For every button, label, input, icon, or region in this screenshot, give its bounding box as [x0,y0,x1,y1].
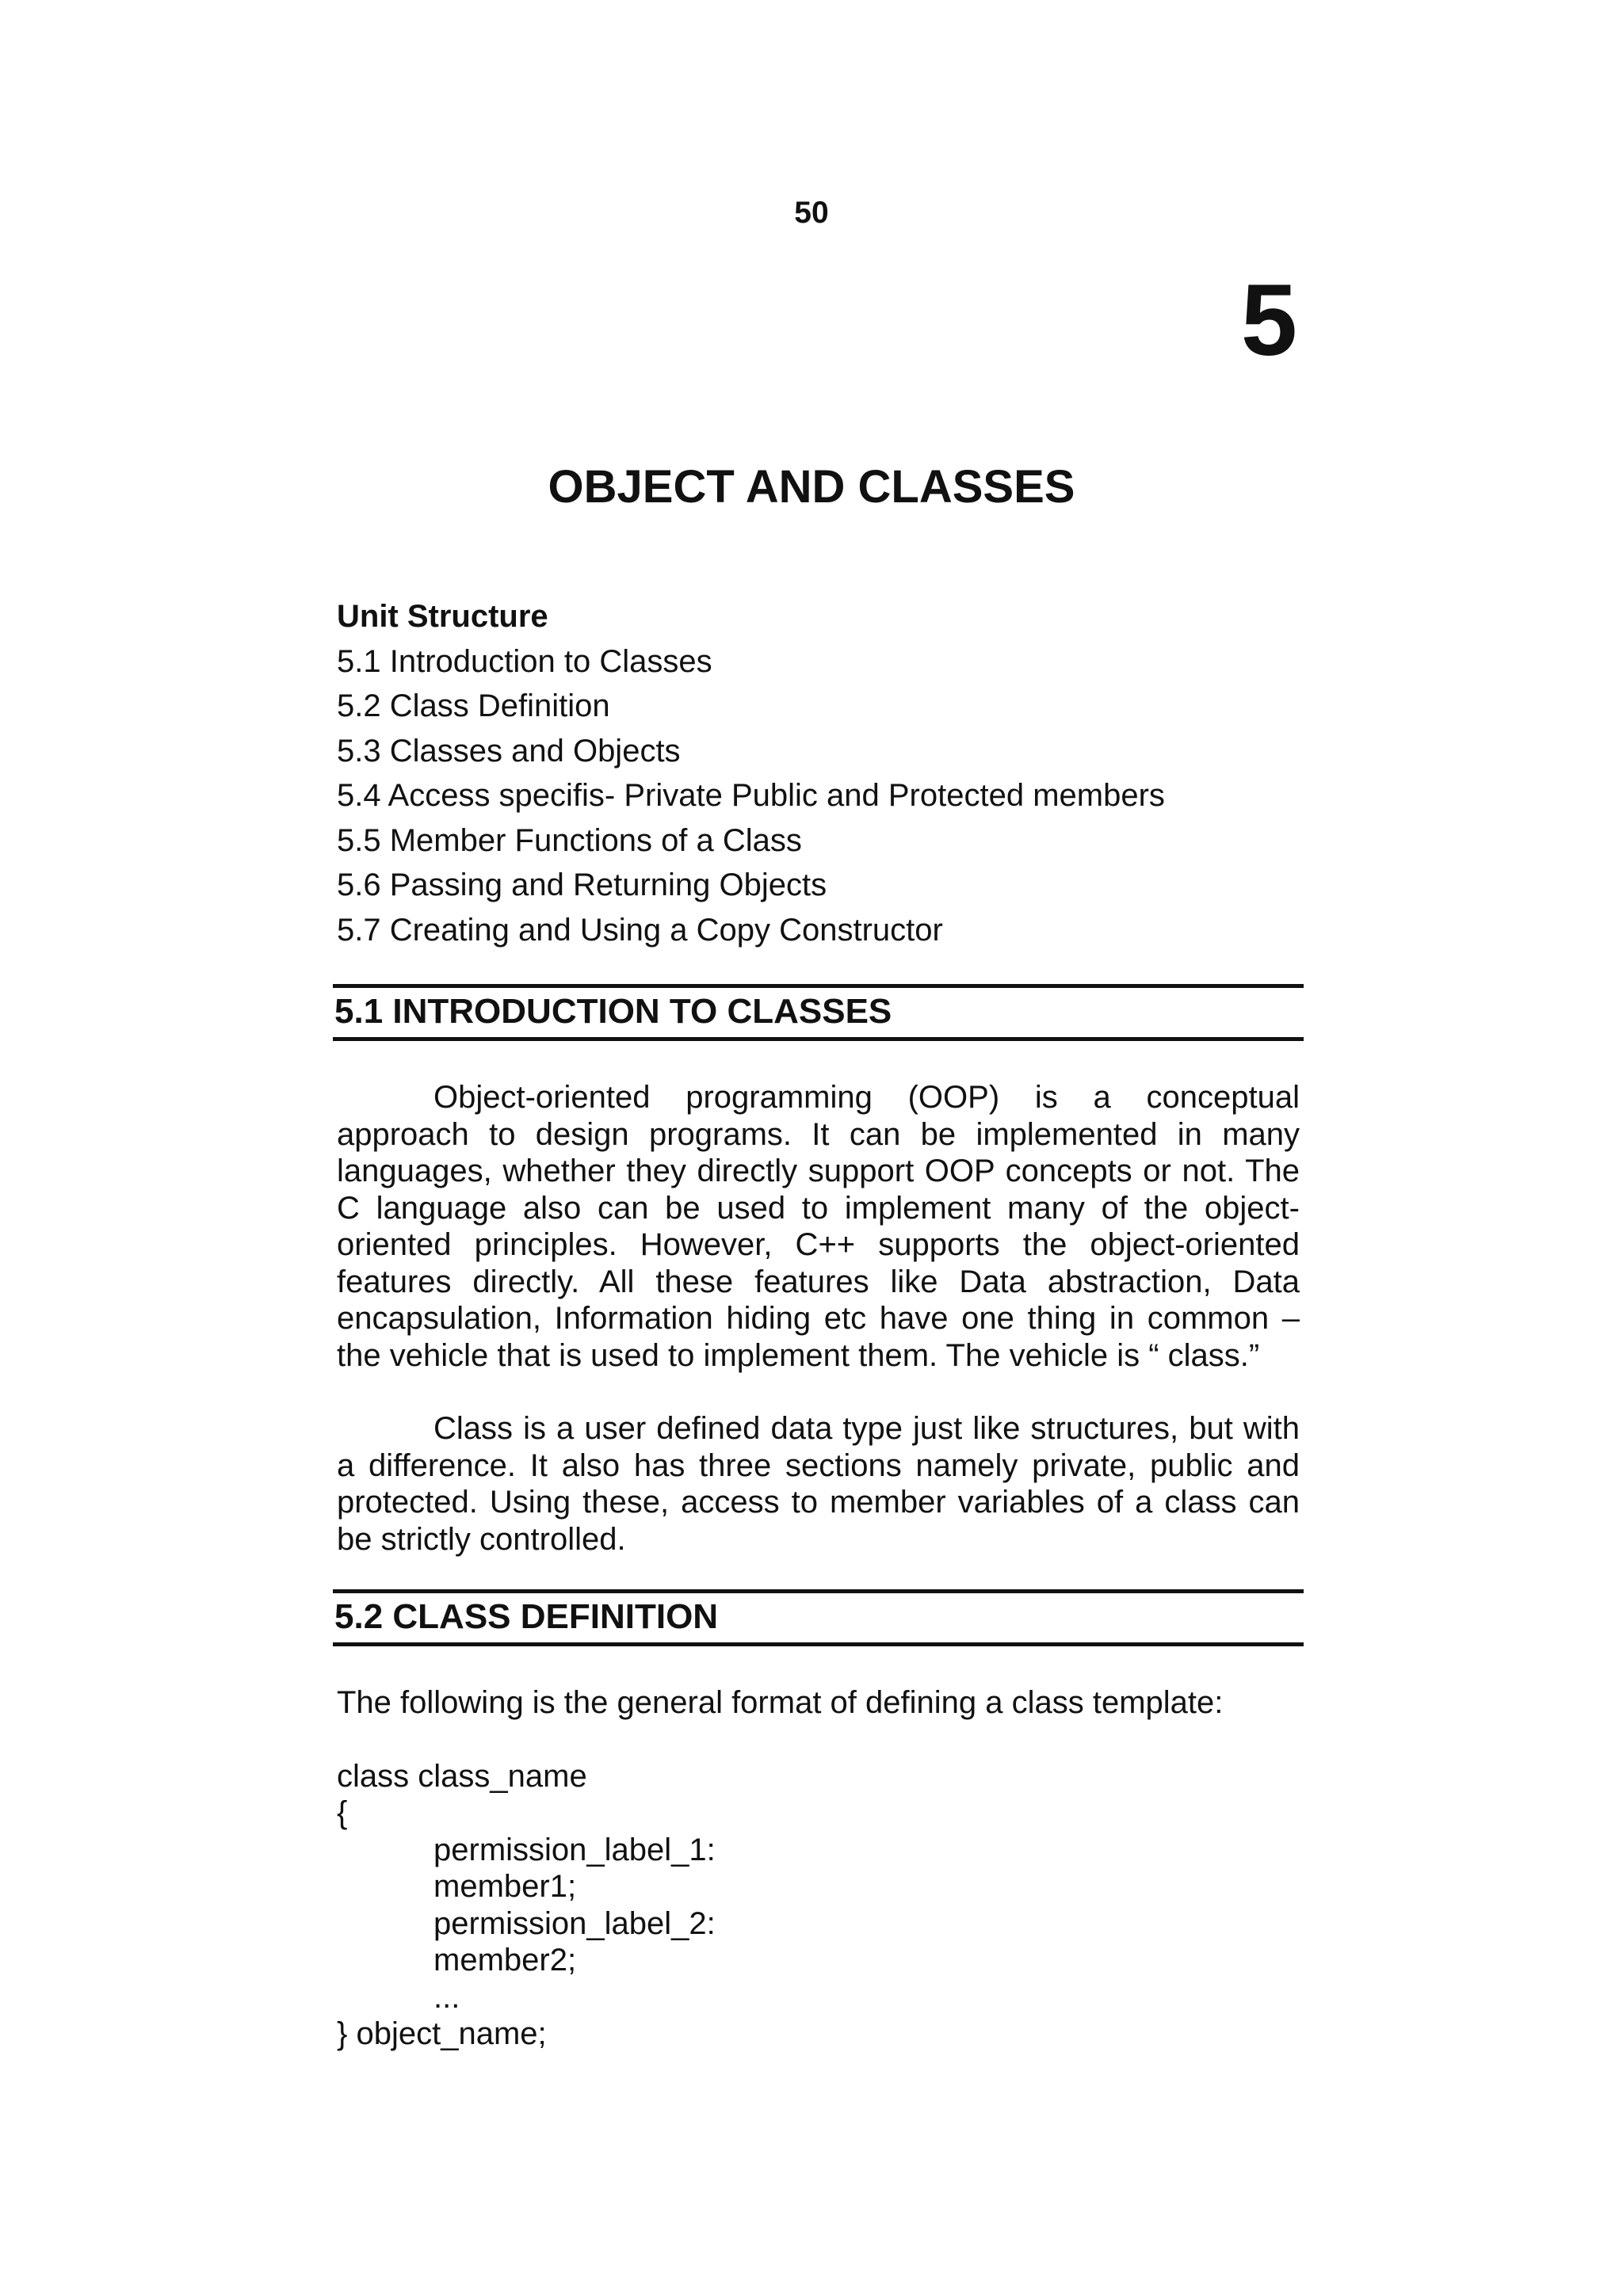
page-content [334,594,1300,2053]
paragraph: Class is a user defined data type just like structures, but with a difference. It also has three sections namely private, public and protected. Using these, access to member variables of a class can be strictly controlled. [337,1411,1300,1557]
code-line: ... [433,1979,460,2015]
toc-item: 5.2 Class Definition [337,688,610,723]
toc-item: 5.1 Introduction to Classes [337,643,712,679]
toc-item: 5.5 Member Functions of a Class [337,822,802,858]
paragraph: The following is the general format of defining a class template: [337,1685,1224,1720]
toc-item: 5.7 Creating and Using a Copy Constructor [337,912,943,948]
unit-structure-list [337,639,1300,953]
code-line: } object_name; [337,2016,547,2051]
section-heading-introduction: 5.1 INTRODUCTION TO CLASSES [333,984,1304,1041]
code-line: permission_label_1: [433,1832,716,1867]
code-line: member2; [433,1943,577,1978]
toc-item: 5.6 Passing and Returning Objects [337,868,827,902]
code-line: { [337,1795,348,1830]
paragraph: Object-oriented programming (OOP) is a conceptual approach to design programs. It can be implemented in many languages, whether they directly support OOP concepts or not. The C language also can be used to implement many of the object-oriented principles. However, C++ supports the object-oriented features directly. All these features like Data abstraction, Data encapsulation, Information hiding etc have one thing in common – the vehicle that is used to implement them. The vehicle is “ class.” [337,1080,1300,1373]
toc-item: 5.4 Access specifis- Private Public and Protected members [337,778,1165,813]
page-number: 50 [794,196,829,230]
code-line: permission_label_2: [433,1905,716,1941]
chapter-number: 5 [1240,264,1297,377]
code-line: member1; [433,1869,577,1904]
code-block [337,1758,1300,2053]
toc-item: 5.3 Classes and Objects [337,733,681,769]
unit-structure-heading: Unit Structure [337,599,548,634]
code-line: class class_name [337,1758,587,1794]
chapter-title: OBJECT AND CLASSES [548,461,1075,513]
section-heading-class-definition: 5.2 CLASS DEFINITION [333,1589,1304,1646]
